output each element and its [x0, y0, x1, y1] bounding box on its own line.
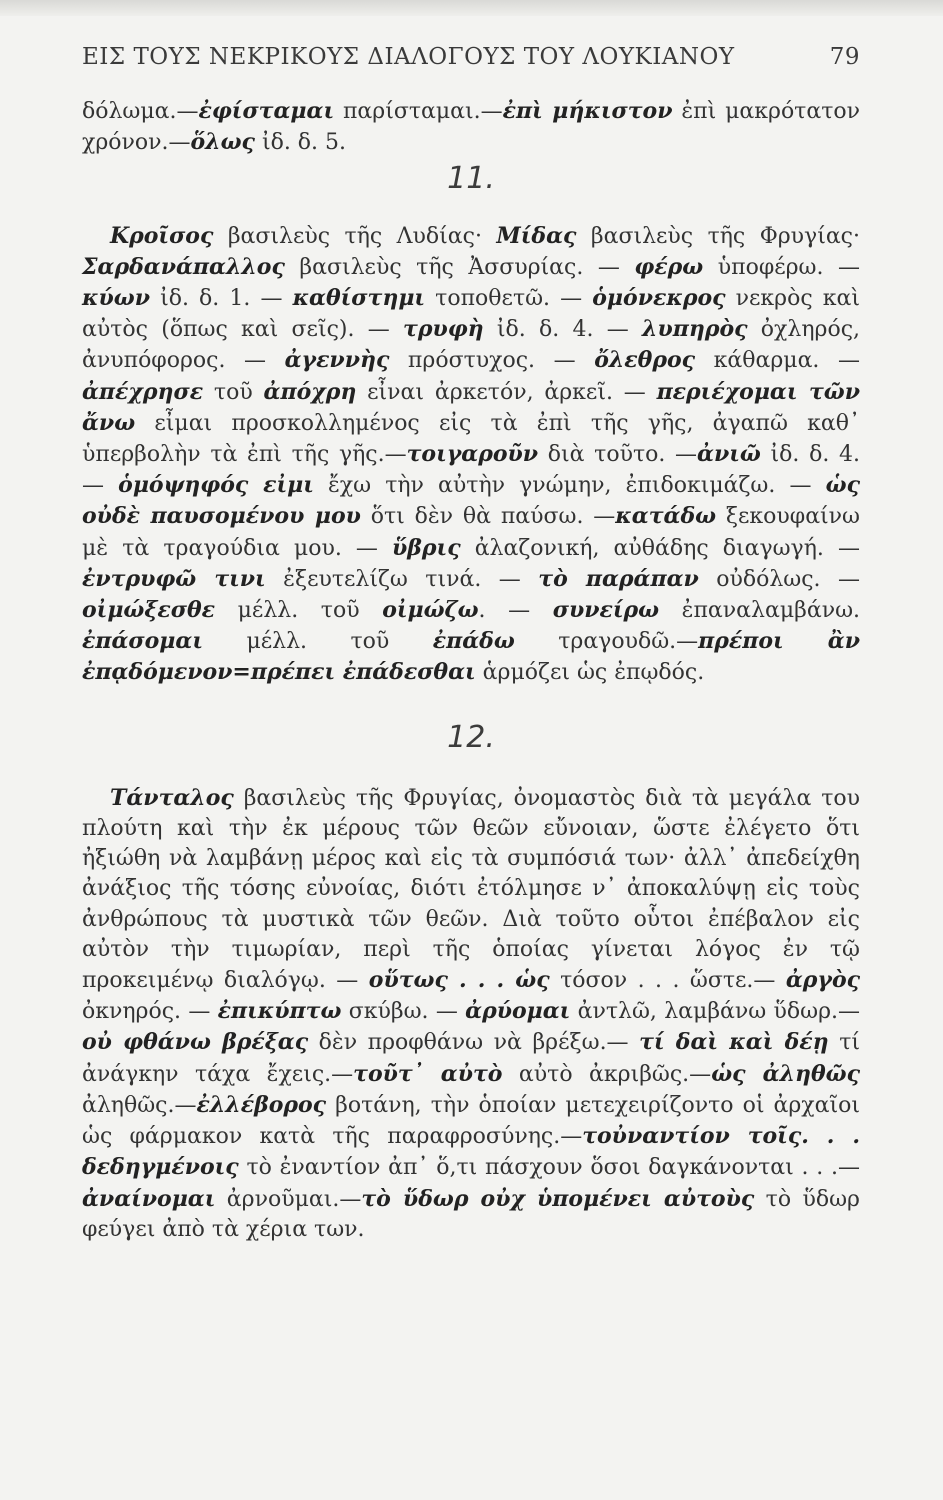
gloss-text: ὀκνηρός. — — [82, 999, 218, 1025]
lemma-term: οἰμώζω — [382, 597, 479, 624]
gloss-text: τί ἀνάγκην τάχα ἔχεις.— — [82, 1030, 860, 1087]
lemma-term: τὸ παράπαν — [538, 565, 699, 592]
lemma-term: τὸ ὕδωρ οὐχ ὑπομένει αὐτοὺς — [361, 1185, 755, 1212]
lemma-term: ἐπικύπτω — [217, 998, 342, 1025]
lemma-term: καθίστημι — [292, 285, 426, 312]
lemma-term: λυπηρὸς — [642, 316, 748, 343]
lemma-term: περιέχομαι τῶν ἄνω — [82, 378, 861, 436]
gloss-text: ὅτι δὲν θὰ παύσω. — — [360, 504, 616, 530]
gloss-text: μέλλ. τοῦ — [202, 629, 433, 655]
gloss-text: ἰδ. δ. 4. — — [82, 442, 861, 499]
lemma-term: ἀρύομαι — [465, 998, 571, 1025]
lemma-term: ἀνιῶ — [697, 441, 761, 468]
lemma-term: ὕβρις — [392, 534, 461, 561]
lemma-term: φέρω — [634, 253, 704, 280]
section-heading-12: 12. — [447, 719, 495, 755]
lemma-term: οἰμώξεσθε — [82, 597, 216, 624]
lemma-term: κατάδω — [615, 503, 717, 530]
gloss-text: τοποθετῶ. — — [425, 286, 593, 312]
gloss-text: ἰδ. δ. 4. — — [483, 317, 643, 343]
lemma-term: οὕτως . . . ὡς — [368, 967, 550, 994]
paragraph-continuation — [82, 96, 860, 158]
gloss-text: τόσον . . . ὥστε.— — [549, 968, 786, 994]
lemma-term: ὄλεθρος — [594, 347, 696, 374]
lemma-term: ἐλλέβορος — [196, 1091, 327, 1118]
lemma-term: Μίδας — [496, 222, 577, 249]
lemma-term: Σαρδανάπαλλος — [82, 253, 285, 280]
gloss-text: ὀχληρός, ἀνυπόφορος. — — [82, 317, 861, 374]
gloss-text: ἀντλῶ, λαμβάνω ὕδωρ.— — [570, 999, 861, 1025]
lemma-term: ὡς οὐδὲ παυσομένου μου — [82, 472, 860, 530]
lemma-term: ἐντρυφῶ τινι — [82, 565, 266, 592]
lemma-term: ὁμόψηφός εἰμι — [118, 472, 314, 499]
lemma-term: Τάνταλος — [110, 784, 234, 811]
lemma-term: Κροῖσος — [110, 222, 214, 249]
lemma-term: ἐπάσομαι — [82, 628, 203, 655]
lemma-term: ἀργὸς — [785, 967, 861, 994]
lemma-term: ἀγεννὴς — [284, 347, 390, 374]
gloss-text: . — — [478, 598, 553, 624]
gloss-text: τὸ ὕδωρ φεύγει ἀπὸ τὰ χέρια των. — [82, 1186, 860, 1242]
gloss-text: πρόστυχος. — — [389, 348, 595, 374]
section-heading-11: 11. — [447, 161, 495, 197]
gloss-text: ἰδ. δ. 5. — [254, 130, 347, 156]
gloss-text: ἐπαναλαμβάνω. — [659, 598, 860, 624]
gloss-text: μέλλ. τοῦ — [215, 598, 383, 624]
lemma-term: ἐφίσταμαι — [198, 98, 335, 124]
lemma-term: τοὐναντίον τοῖς. . . δεδηγμένοις — [82, 1123, 860, 1181]
gloss-text: βασιλεὺς τῆς Λυδίας· — [213, 223, 497, 249]
gloss-text: εἶναι ἀρκετόν, ἀρκεῖ. — — [356, 379, 657, 405]
gloss-text: βοτάνη, τὴν ὁποίαν μετεχειρίζοντο οἱ ἀρχαῖοι ὡς φάρμακον κατὰ τῆς παραφροσύνης.— — [82, 1092, 860, 1150]
lemma-term: ὁμόνεκρος — [592, 285, 726, 312]
gloss-text: οὐδόλως. — — [698, 566, 860, 592]
gloss-text: διὰ τοῦτο. — — [538, 442, 698, 468]
gloss-text: ἀλαζονική, αὐθάδης διαγωγή. — — [460, 535, 860, 561]
gloss-text: ἰδ. δ. 1. — — [149, 286, 293, 312]
gloss-text: τοῦ — [203, 379, 264, 405]
paragraph-section-12 — [82, 783, 860, 1245]
gloss-text: ἐξευτελίζω τινά. — — [265, 566, 539, 592]
gloss-text: σκύβω. — — [341, 999, 466, 1025]
gloss-text: βασιλεὺς τῆς Φρυγίας· — [576, 223, 860, 249]
gloss-text: βασιλεὺς τῆς Ἀσσυρίας. — — [284, 254, 635, 280]
running-header — [82, 44, 860, 70]
lemma-term: τρυφὴ — [403, 316, 484, 343]
lemma-term: τοιγαροῦν — [406, 441, 539, 468]
gloss-text: εἶμαι προσκολλημένος εἰς τὰ ἐπὶ τῆς γῆς, ἀγαπῶ καθ᾽ ὑπερβολὴν τὰ ἐπὶ τῆς γῆς.— — [82, 410, 860, 468]
gloss-text: ὑποφέρω. — — [703, 254, 860, 280]
gloss-text: βασιλεὺς τῆς Φρυγίας, ὀνομαστὸς διὰ τὰ μεγάλα του πλούτη καὶ τὴν ἐκ μέρους τῶν θεῶν εὔνοιαν, ὥστε ἐλέγετο ὅτι ἠξιώθη νὰ λαμβάνῃ μέρος καὶ εἰς τὰ συμπόσιά των· ἀλλ᾽ ἀπεδείχθη ἀνάξιος τῆς τόσης εὐνοίας, διότι ἐτόλμησε ν᾽ ἀποκαλύψῃ εἰς τοὺς ἀνθρώπους τὰ μυστικὰ τῶν θεῶν. Διὰ τοῦτο οὗτοι ἐπέβαλον εἰς αὐτὸν τὴν τιμωρίαν, περὶ τῆς ὁποίας γίνεται λόγος ἐν τῷ προκειμένῳ διαλόγῳ. — — [82, 785, 860, 994]
gloss-text: δὲν προφθάνω νὰ βρέξω.— — [308, 1030, 640, 1056]
lemma-term: ἀπόχρη — [263, 378, 357, 405]
gloss-text: ἁρμόζει ὡς ἐπῳδός. — [475, 660, 705, 686]
gloss-text: νεκρὸς καὶ αὐτὸς (ὅπως καὶ σεῖς). — — [82, 286, 860, 343]
lemma-term: τοῦτ᾽ αὐτὸ — [353, 1060, 503, 1087]
lemma-term: ὅλως — [190, 129, 255, 156]
gloss-text: κάθαρμα. — — [695, 348, 860, 374]
lemma-term: κύων — [82, 285, 150, 312]
gloss-text: ἀληθῶς.— — [82, 1092, 197, 1118]
lemma-term: ἀναίνομαι — [82, 1185, 216, 1212]
gloss-text: τραγουδῶ.— — [514, 629, 699, 655]
page-number: 79 — [829, 44, 860, 70]
gloss-text: ἔχω τὴν αὐτὴν γνώμην, ἐπιδοκιμάζω. — — [313, 473, 826, 499]
gloss-text: δόλωμα.— — [82, 99, 199, 124]
page-body — [82, 96, 860, 1245]
paragraph-section-11 — [82, 221, 860, 689]
lemma-term: ἐπὶ μήκιστον — [502, 98, 673, 124]
lemma-term: συνείρω — [552, 597, 660, 624]
gloss-text: ξεκουφαίνω μὲ τὰ τραγούδια μου. — — [82, 504, 860, 561]
gloss-text: παρίσταμαι.— — [334, 99, 503, 124]
running-title: ΕΙΣ ΤΟΥΣ ΝΕΚΡΙΚΟΥΣ ΔΙΑΛΟΓΟΥΣ ΤΟΥ ΛΟΥΚΙΑΝΟΥ — [82, 44, 735, 70]
lemma-term: πρέποι ἂν ἐπᾳδόμενον=πρέπει ἐπάδεσθαι — [82, 628, 860, 686]
gloss-text: ἐπὶ μακρότατον χρόνον.— — [82, 99, 861, 156]
lemma-term: ὡς ἀληθῶς — [711, 1060, 861, 1087]
lemma-term: ἀπέχρησε — [82, 378, 204, 405]
gloss-text: τὸ ἐναντίον ἀπ᾽ ὅ,τι πάσχουν ὅσοι δαγκάνονται . . .— — [238, 1155, 860, 1181]
gloss-text: ἀρνοῦμαι.— — [215, 1186, 362, 1212]
lemma-term: οὐ φθάνω βρέξας — [82, 1029, 309, 1056]
gloss-text: αὐτὸ ἀκριβῶς.— — [502, 1061, 712, 1087]
lemma-term: τί δαὶ καὶ δέῃ — [639, 1029, 829, 1056]
lemma-term: ἐπάδω — [432, 628, 515, 655]
